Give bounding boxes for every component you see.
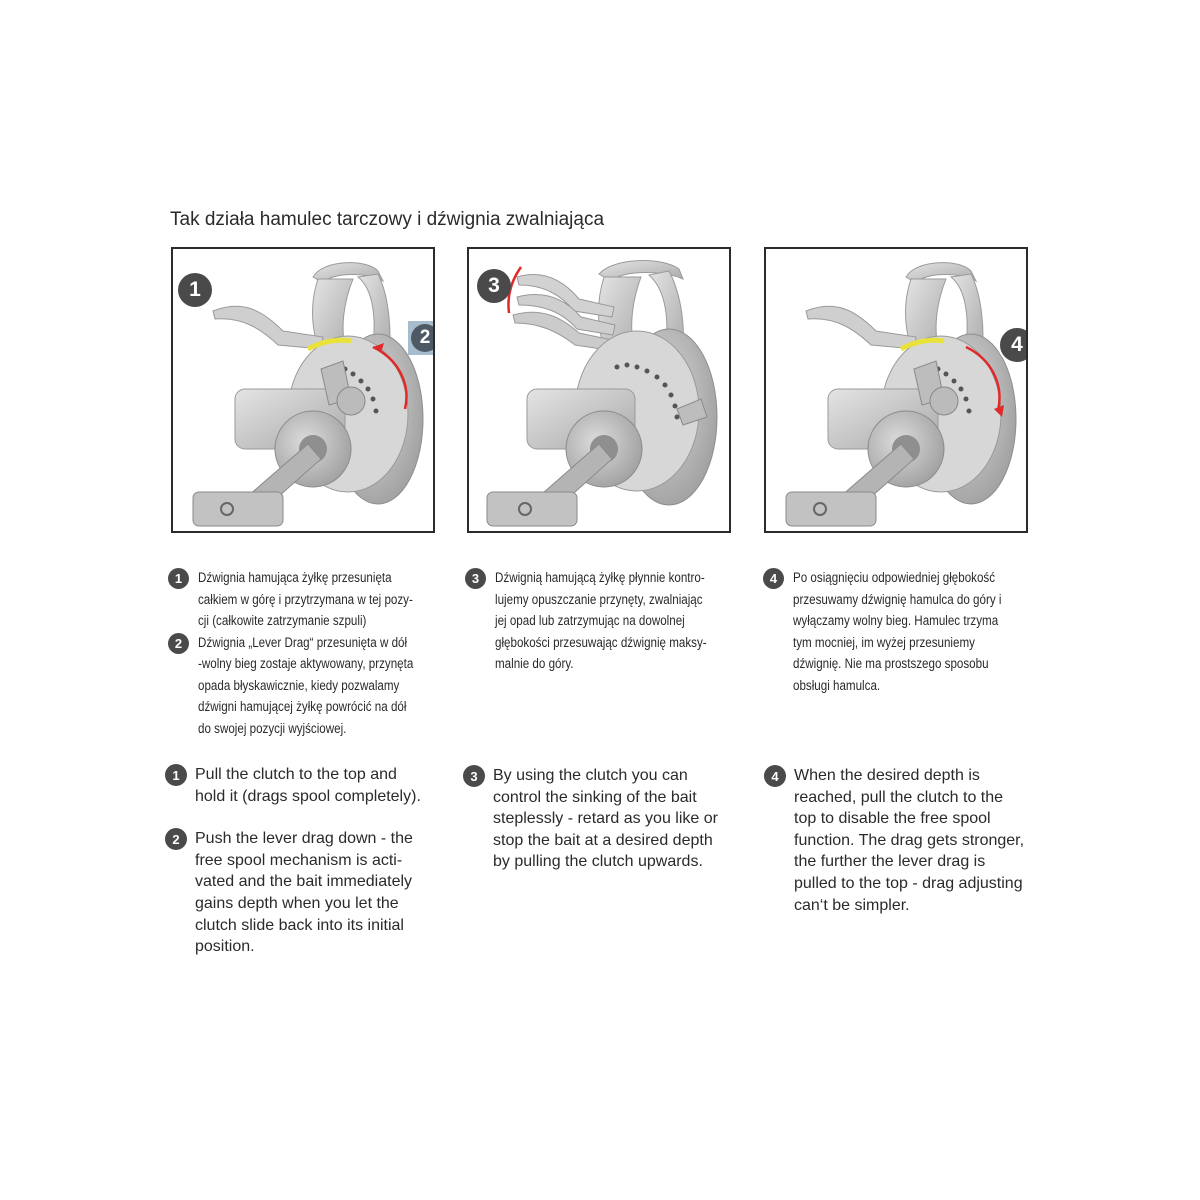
polish-col-3 bbox=[763, 567, 1073, 696]
english-col-3 bbox=[764, 765, 1024, 916]
step-2-badge-number: 2 bbox=[411, 324, 435, 352]
english-step-3-text: By using the clutch you can control the sinking of the bait steplessly - retard as you like or stop the bait at a desired depth by pulling the clutch upwards. bbox=[493, 767, 718, 871]
english-step-4 bbox=[764, 765, 1024, 916]
polish-step-3 bbox=[465, 567, 775, 675]
polish-col-2 bbox=[465, 567, 775, 675]
polish-col-1 bbox=[168, 567, 478, 739]
reel-panel-2 bbox=[467, 247, 731, 533]
reel-illustration-1 bbox=[173, 249, 435, 533]
english-col-1 bbox=[165, 764, 421, 958]
step-2-marker: 2 bbox=[165, 828, 187, 850]
reel-panel-3 bbox=[764, 247, 1028, 533]
step-4-marker: 4 bbox=[764, 765, 786, 787]
polish-step-2-text: Dźwignia „Lever Drag“ przesunięta w dół -wolny bieg zostaje aktywowany, przynęta opada błyskawicznie, kiedy pozwalamy dźwigni hamującej żyłkę powrócić na dół do swojej pozycji wyjściowej. bbox=[198, 634, 414, 736]
step-2-marker: 2 bbox=[168, 633, 189, 654]
step-3-marker: 3 bbox=[463, 765, 485, 787]
step-1-badge: 1 bbox=[178, 273, 212, 307]
polish-step-2 bbox=[168, 632, 478, 740]
english-step-2 bbox=[165, 828, 421, 958]
polish-step-3-text: Dźwignią hamującą żyłkę płynnie kontro- lujemy opuszczanie przynęty, zwalniając jej opad lub zatrzymując na dowolnej głębokości przesuwając dźwignię maksy- malnie do góry. bbox=[495, 570, 707, 671]
step-1-marker: 1 bbox=[168, 568, 189, 589]
english-step-3 bbox=[463, 765, 718, 873]
step-4-badge: 4 bbox=[998, 326, 1028, 364]
polish-step-4-text: Po osiągnięciu odpowiedniej głębokość przesuwamy dźwignię hamulca do góry i wyłączamy wolny bieg. Hamulec trzyma tym mocniej, im wyżej przesuniemy dźwignię. Nie ma prostszego sposobu obsługi hamulca. bbox=[793, 570, 1002, 693]
polish-step-1 bbox=[168, 567, 478, 632]
step-1-marker: 1 bbox=[165, 764, 187, 786]
reel-panel-1 bbox=[171, 247, 435, 533]
english-step-1-text: Pull the clutch to the top and hold it (drags spool completely). bbox=[195, 766, 421, 805]
step-3-marker: 3 bbox=[465, 568, 486, 589]
step-3-badge: 3 bbox=[477, 269, 511, 303]
step-4-marker: 4 bbox=[763, 568, 784, 589]
polish-step-4 bbox=[763, 567, 1073, 696]
english-step-4-text: When the desired depth is reached, pull the clutch to the top to disable the free spool function. The drag gets stronger, the further the lever drag is pulled to the top - drag adjusting can‘t be simpler. bbox=[794, 767, 1025, 914]
page-title: Tak działa hamulec tarczowy i dźwignia zwalniająca bbox=[170, 209, 605, 230]
step-2-badge bbox=[408, 321, 435, 355]
reel-illustration-3 bbox=[766, 249, 1028, 533]
english-step-2-text: Push the lever drag down - the free spool mechanism is acti- vated and the bait immediately gains depth when you let the clutch slide back into its initial position. bbox=[195, 830, 413, 956]
polish-step-1-text: Dźwignia hamująca żyłkę przesunięta całkiem w górę i przytrzymana w tej pozy- cji (całkowite zatrzymanie szpuli) bbox=[198, 570, 413, 628]
english-step-1 bbox=[165, 764, 421, 807]
english-col-2 bbox=[463, 765, 718, 873]
